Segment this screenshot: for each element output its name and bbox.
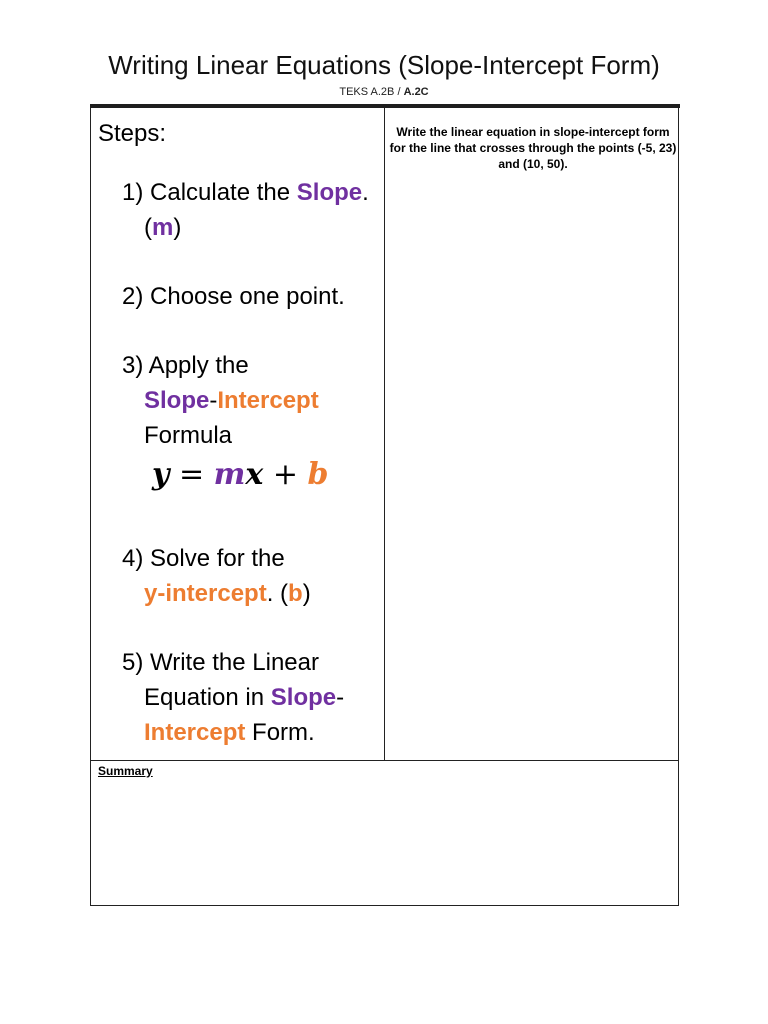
- step-1-line2: [144, 210, 378, 245]
- teks-bold: A.2C: [403, 86, 429, 98]
- step-3: [122, 348, 378, 497]
- page-title: Writing Linear Equations (Slope-Intercept Form): [108, 50, 660, 80]
- formula-x: x: [245, 457, 264, 492]
- step-4: [122, 541, 378, 611]
- step-4-close: ): [302, 580, 311, 607]
- summary-label: Summary: [98, 764, 153, 778]
- step-5-dash: -: [336, 684, 345, 711]
- formula-y: y: [152, 457, 170, 492]
- notes-table: [90, 108, 679, 906]
- step-3-line1: 3) Apply the: [122, 352, 249, 379]
- step-5-line2: [144, 680, 378, 715]
- problem-prompt: Write the linear equation in slope-intercept form for the line that crosses through the points (-5, 23) and (10, 50).: [389, 125, 677, 171]
- step-5-slope: Slope: [270, 684, 337, 711]
- steps-heading: Steps:: [98, 120, 167, 147]
- step-1-m: m: [152, 214, 174, 241]
- step-1-slope: Slope: [296, 179, 363, 206]
- step-2-text: 2) Choose one point.: [122, 283, 345, 310]
- steps-column: [98, 116, 378, 784]
- step-5-form: Form.: [245, 719, 315, 746]
- paren-open: (: [144, 214, 152, 241]
- step-4-b: b: [288, 580, 303, 607]
- step-5-intercept: Intercept: [144, 719, 246, 746]
- teks-standard: [0, 86, 768, 98]
- step-5-eq-in: Equation in: [144, 684, 271, 711]
- step-5-line3: [144, 715, 378, 750]
- column-divider: [384, 108, 385, 760]
- step-4-yint: y-intercept: [144, 580, 267, 607]
- formula-m: m: [213, 457, 246, 492]
- step-3-line2: [144, 383, 378, 418]
- step-5-line1: 5) Write the Linear: [122, 649, 319, 676]
- step-1-prefix: 1) Calculate the: [122, 179, 297, 206]
- formula-eq: =: [169, 457, 214, 492]
- paren-close: ): [173, 214, 182, 241]
- step-1-suffix: .: [362, 179, 369, 206]
- step-5: [122, 645, 378, 750]
- step-3-slope: Slope: [144, 387, 210, 414]
- step-2: [122, 279, 378, 314]
- slope-intercept-formula: [152, 453, 378, 497]
- teks-prefix: TEKS A.2B /: [339, 86, 401, 98]
- formula-b: b: [307, 457, 329, 492]
- step-4-mid: . (: [266, 580, 289, 607]
- step-1: [122, 175, 378, 245]
- step-3-intercept: Intercept: [217, 387, 319, 414]
- step-3-line3: Formula: [144, 422, 233, 449]
- step-4-line1: 4) Solve for the: [122, 545, 285, 572]
- formula-plus: +: [263, 457, 308, 492]
- step-4-line2: [144, 576, 378, 611]
- step-3-dash: -: [209, 387, 218, 414]
